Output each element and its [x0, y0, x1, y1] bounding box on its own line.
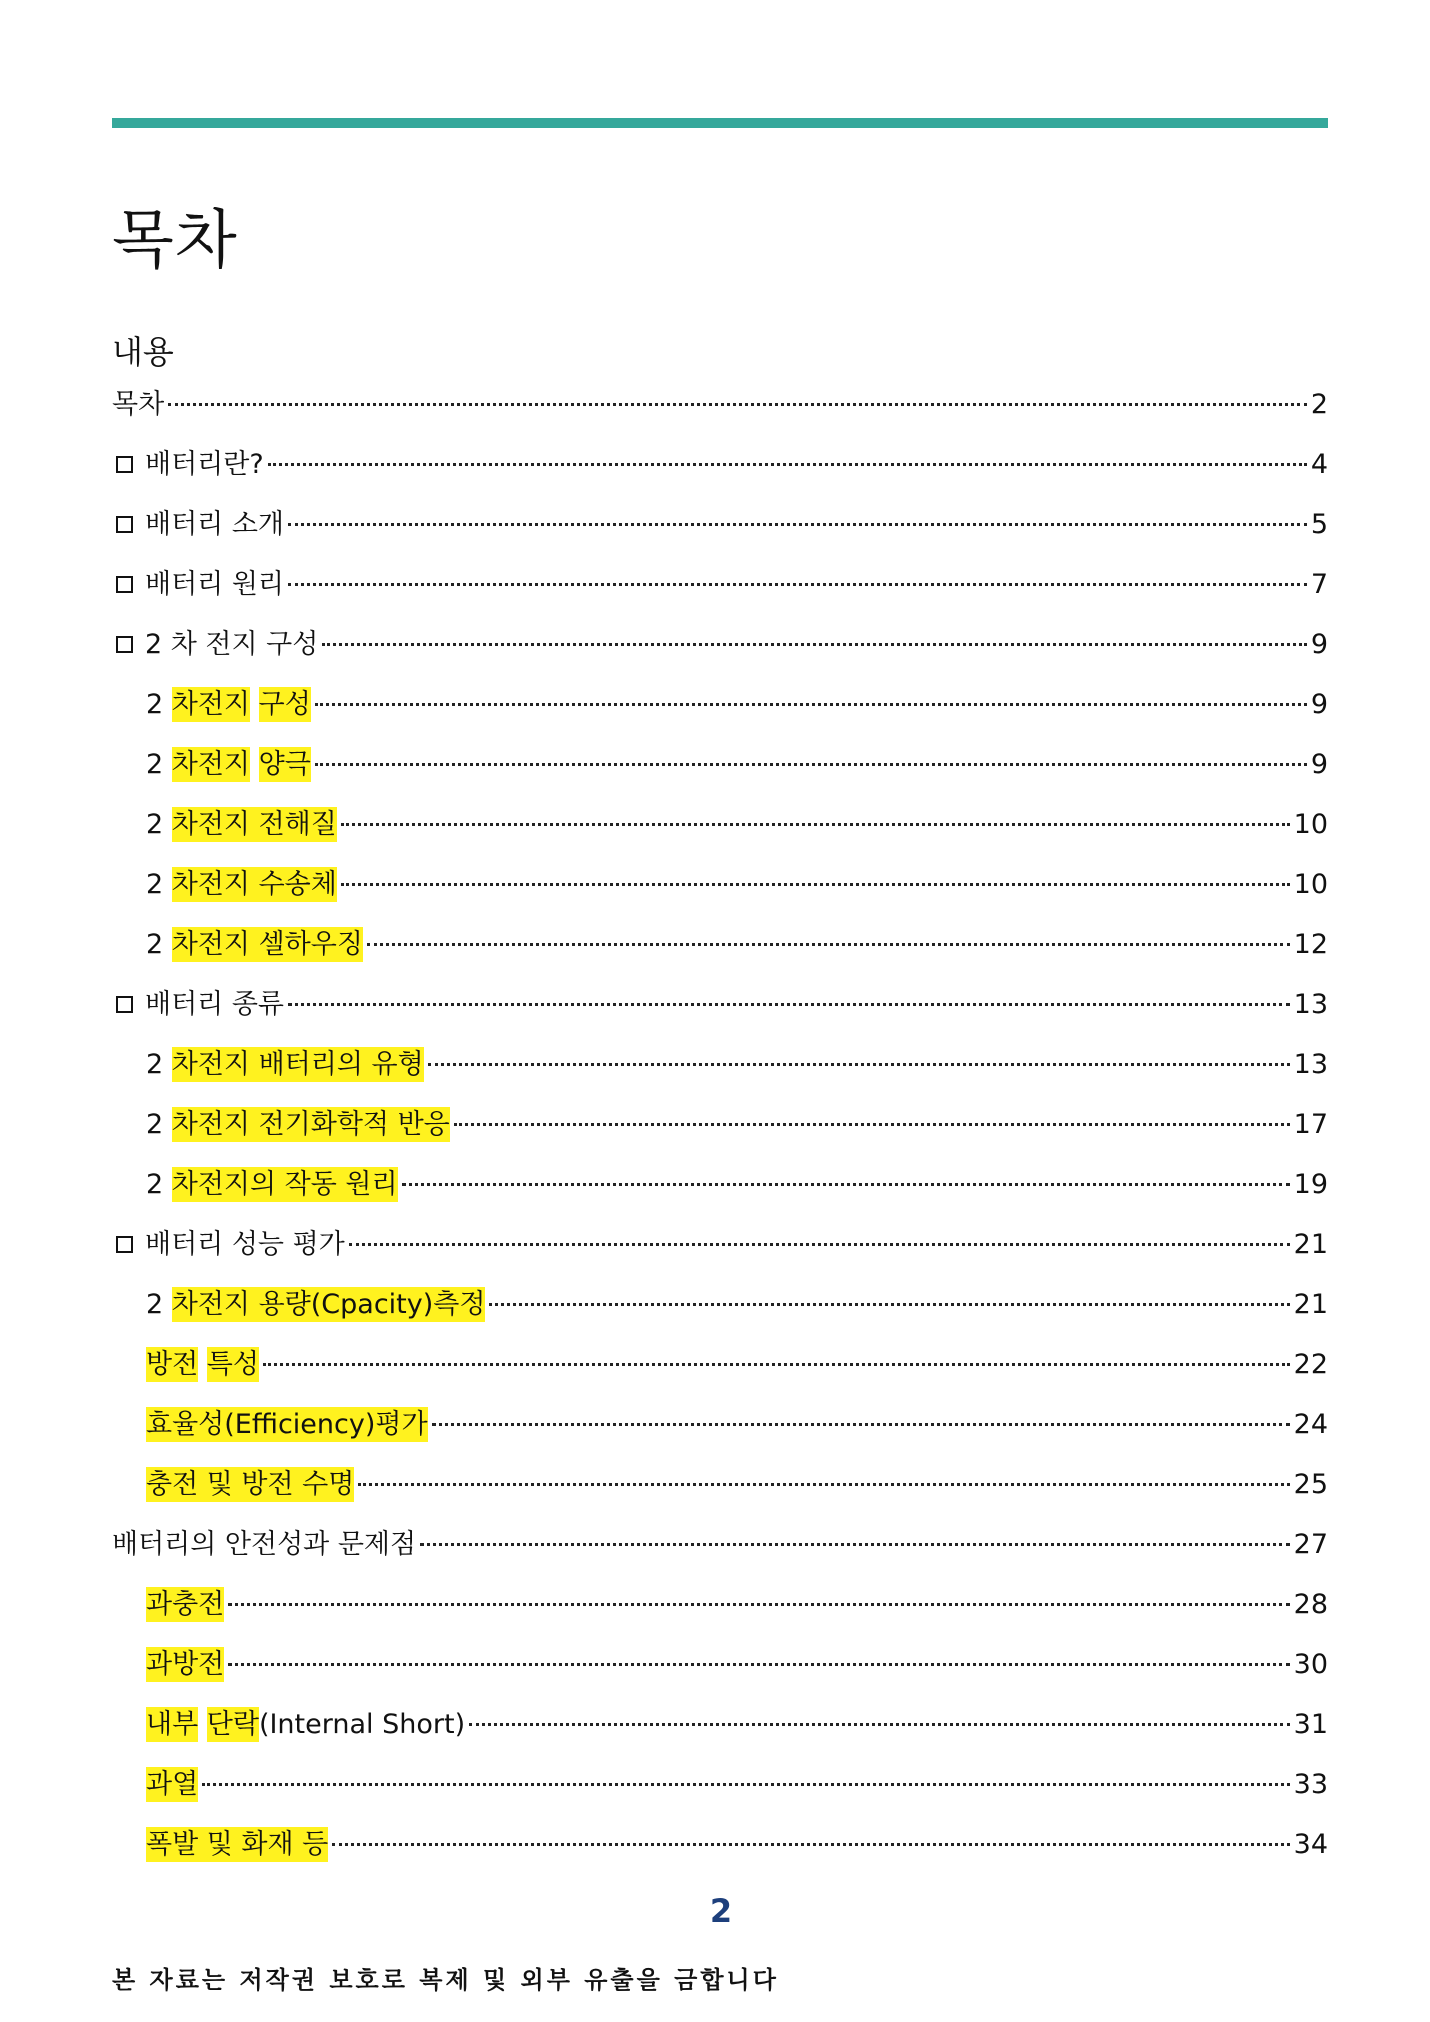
square-bullet-icon	[116, 636, 133, 653]
toc-page-number: 4	[1310, 449, 1328, 480]
square-bullet-icon	[116, 1236, 133, 1253]
highlighted-text: 차전지	[171, 749, 251, 780]
toc-entry-label	[146, 1582, 224, 1628]
highlighted-text: 특성	[206, 1349, 259, 1380]
toc-page-number: 19	[1293, 1169, 1328, 1200]
dot-leader	[288, 583, 1307, 586]
dot-leader	[358, 1483, 1289, 1486]
toc-text: 2	[146, 749, 172, 780]
toc-entry[interactable]	[112, 742, 1328, 802]
toc-entry-label	[112, 1522, 416, 1568]
toc-text	[250, 749, 259, 780]
dot-leader	[228, 1663, 1289, 1666]
toc-text: 2	[146, 929, 172, 960]
dot-leader	[420, 1543, 1290, 1546]
toc-entry[interactable]	[112, 922, 1328, 982]
page-number: 2	[709, 1892, 733, 1930]
toc-text: 배터리 종류	[145, 989, 284, 1020]
toc-text	[250, 689, 259, 720]
dot-leader	[228, 1603, 1289, 1606]
toc-text: 2	[146, 809, 172, 840]
highlighted-text: 과방전	[146, 1649, 225, 1680]
toc-text: 2	[146, 1049, 172, 1080]
toc-entry[interactable]	[112, 442, 1328, 502]
dot-leader	[268, 463, 1307, 466]
toc-entry-label	[146, 802, 337, 848]
dot-leader	[202, 1783, 1289, 1786]
toc-text: 목차	[112, 389, 165, 420]
toc-entry[interactable]	[112, 502, 1328, 562]
highlighted-text: 과열	[146, 1769, 199, 1800]
highlighted-text: 차전지 수송체	[171, 869, 337, 900]
toc-page-number: 25	[1293, 1469, 1328, 1500]
toc-entry-label	[112, 502, 284, 548]
toc-page-number: 13	[1293, 989, 1328, 1020]
square-bullet-icon	[116, 516, 133, 533]
dot-leader	[315, 703, 1307, 706]
toc-page-number: 13	[1293, 1049, 1328, 1080]
page-title: 목차	[112, 204, 238, 278]
toc-entry[interactable]	[112, 1162, 1328, 1222]
toc-text: 2 차 전지 구성	[145, 629, 319, 660]
toc-text: 2	[146, 1289, 172, 1320]
toc-text	[198, 1349, 207, 1380]
toc-entry-label	[146, 1462, 354, 1508]
toc-entry-label	[146, 1642, 224, 1688]
toc-entry[interactable]	[112, 1402, 1328, 1462]
square-bullet-icon	[116, 456, 133, 473]
toc-entry[interactable]	[112, 1822, 1328, 1882]
dot-leader	[332, 1843, 1289, 1846]
toc-page-number: 17	[1293, 1109, 1328, 1140]
highlighted-text: 단락	[206, 1709, 259, 1740]
toc-page-number: 34	[1293, 1829, 1328, 1860]
toc-page-number: 7	[1310, 569, 1328, 600]
toc-page-number: 28	[1293, 1589, 1328, 1620]
toc-entry-label	[146, 1102, 450, 1148]
toc-page-number: 12	[1293, 929, 1328, 960]
toc-entry-label	[146, 1162, 398, 1208]
toc-entry[interactable]	[112, 802, 1328, 862]
dot-leader	[349, 1243, 1290, 1246]
toc-entry[interactable]	[112, 622, 1328, 682]
toc-entry[interactable]	[112, 562, 1328, 622]
toc-page-number: 9	[1310, 629, 1328, 660]
toc-entry[interactable]	[112, 1342, 1328, 1402]
toc-entry-label	[112, 1222, 345, 1268]
dot-leader	[489, 1303, 1289, 1306]
toc-text: (Internal Short)	[258, 1709, 466, 1740]
highlighted-text: 차전지 전기화학적 반응	[171, 1109, 450, 1140]
dot-leader	[402, 1183, 1290, 1186]
highlighted-text: 차전지 셀하우징	[171, 929, 363, 960]
dot-leader	[341, 883, 1290, 886]
highlighted-text: 방전	[146, 1349, 199, 1380]
toc-entry[interactable]	[112, 1462, 1328, 1522]
toc-entry-label	[112, 982, 284, 1028]
highlighted-text: 과충전	[146, 1589, 225, 1620]
toc-entry-label	[146, 1282, 485, 1328]
toc-text: 배터리 원리	[145, 569, 284, 600]
highlighted-text: 차전지의 작동 원리	[171, 1169, 398, 1200]
toc-entry-label	[146, 1762, 198, 1808]
toc-entry-label	[112, 622, 318, 668]
toc-entry-label	[146, 1402, 428, 1448]
toc-entry-label	[146, 1342, 259, 1388]
highlighted-text: 차전지 전해질	[171, 809, 337, 840]
toc-page-number: 10	[1293, 809, 1328, 840]
toc-entry-label	[146, 1702, 465, 1748]
toc-entry-label	[146, 1822, 328, 1868]
toc-entry-label	[146, 1042, 424, 1088]
toc-entry-label	[112, 442, 264, 488]
toc-text: 2	[146, 869, 172, 900]
toc-entry-label	[112, 382, 164, 428]
header-rule	[112, 118, 1328, 128]
highlighted-text: 차전지 배터리의 유형	[171, 1049, 424, 1080]
toc-text: 2	[146, 1169, 172, 1200]
highlighted-text: 폭발 및 화재 등	[146, 1829, 329, 1860]
dot-leader	[469, 1723, 1290, 1726]
toc-page-number: 27	[1293, 1529, 1328, 1560]
toc-entry[interactable]	[112, 862, 1328, 922]
highlighted-text: 내부	[146, 1709, 199, 1740]
dot-leader	[288, 1003, 1290, 1006]
toc-entry-label	[112, 562, 284, 608]
copyright-notice: 본 자료는 저작권 보호로 복제 및 외부 유출을 금합니다	[112, 1966, 779, 1994]
highlighted-text: 양극	[258, 749, 311, 780]
toc-text: 배터리 소개	[145, 509, 284, 540]
toc-page-number: 9	[1310, 749, 1328, 780]
dot-leader	[341, 823, 1290, 826]
toc-entry[interactable]	[112, 1642, 1328, 1702]
dot-leader	[432, 1423, 1290, 1426]
toc-page-number: 10	[1293, 869, 1328, 900]
toc-page-number: 31	[1293, 1709, 1328, 1740]
toc-entry[interactable]	[112, 382, 1328, 442]
toc-page-number: 21	[1293, 1289, 1328, 1320]
toc-entry[interactable]	[112, 1582, 1328, 1642]
toc-heading: 내용	[112, 333, 174, 371]
toc-entry[interactable]	[112, 1702, 1328, 1762]
toc-page-number: 21	[1293, 1229, 1328, 1260]
toc-entry[interactable]	[112, 1282, 1328, 1342]
toc-entry[interactable]	[112, 1522, 1328, 1582]
highlighted-text: 충전 및 방전 수명	[146, 1469, 355, 1500]
dot-leader	[428, 1063, 1290, 1066]
toc-text	[198, 1709, 207, 1740]
dot-leader	[367, 943, 1290, 946]
toc-page-number: 2	[1310, 389, 1328, 420]
toc-page-number: 9	[1310, 689, 1328, 720]
toc-entry[interactable]	[112, 1222, 1328, 1282]
toc-entry[interactable]	[112, 1762, 1328, 1822]
toc-page-number: 5	[1310, 509, 1328, 540]
highlighted-text: 차전지	[171, 689, 251, 720]
dot-leader	[263, 1363, 1290, 1366]
dot-leader	[454, 1123, 1290, 1126]
highlighted-text: 차전지 용량(Cpacity)측정	[171, 1289, 486, 1320]
toc-page-number: 24	[1293, 1409, 1328, 1440]
toc-text: 배터리 성능 평가	[145, 1229, 345, 1260]
toc-page-number: 22	[1293, 1349, 1328, 1380]
toc-entry-label	[146, 862, 337, 908]
toc-text: 배터리란?	[145, 449, 264, 480]
toc-text: 2	[146, 1109, 172, 1140]
toc-page-number: 33	[1293, 1769, 1328, 1800]
highlighted-text: 효율성(Efficiency)평가	[146, 1409, 428, 1440]
dot-leader	[288, 523, 1307, 526]
toc-entry[interactable]	[112, 1102, 1328, 1162]
square-bullet-icon	[116, 996, 133, 1013]
highlighted-text: 구성	[258, 689, 311, 720]
dot-leader	[322, 643, 1306, 646]
square-bullet-icon	[116, 576, 133, 593]
toc-entry[interactable]	[112, 982, 1328, 1042]
toc-entry[interactable]	[112, 682, 1328, 742]
dot-leader	[168, 403, 1307, 406]
toc-text: 배터리의 안전성과 문제점	[112, 1529, 417, 1560]
toc-text: 2	[146, 689, 172, 720]
dot-leader	[315, 763, 1307, 766]
toc-entry-label	[146, 742, 311, 788]
toc-entry[interactable]	[112, 1042, 1328, 1102]
toc-entry-label	[146, 922, 363, 968]
toc-entry-label	[146, 682, 311, 728]
table-of-contents	[112, 382, 1328, 1882]
toc-page-number: 30	[1293, 1649, 1328, 1680]
